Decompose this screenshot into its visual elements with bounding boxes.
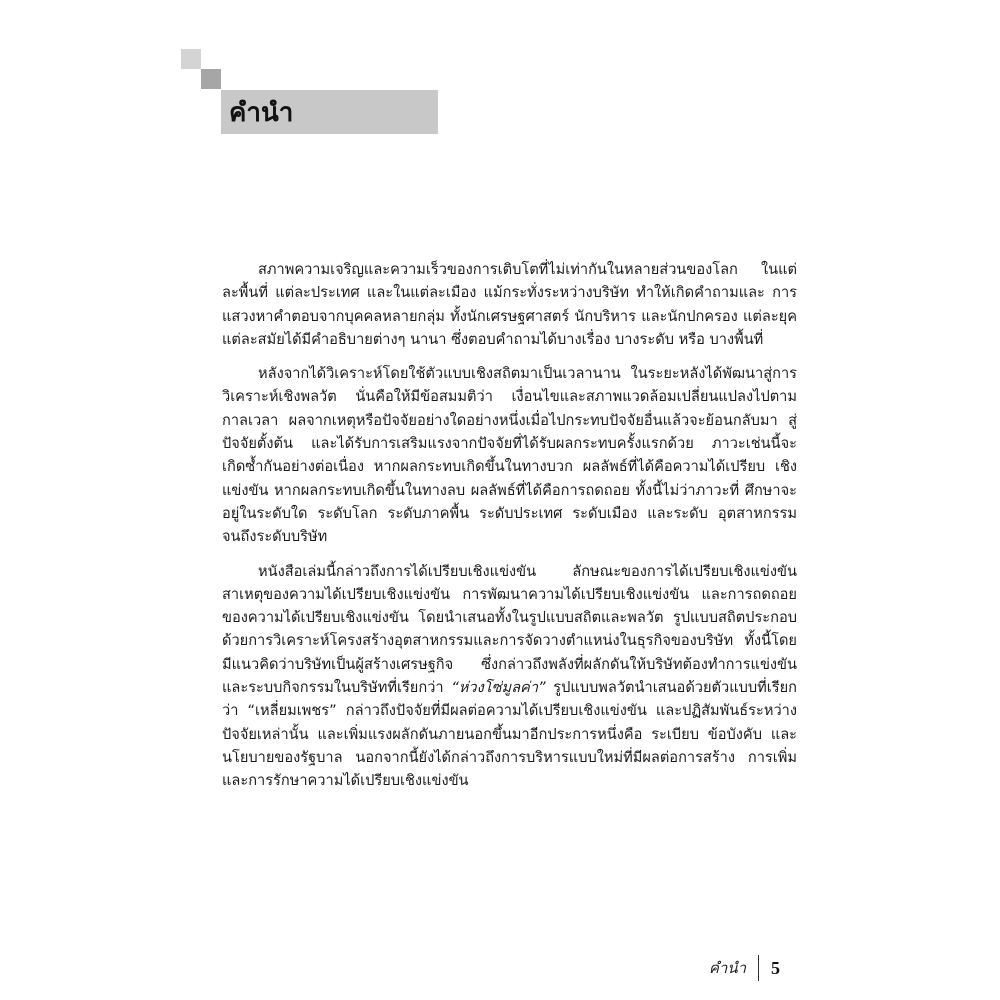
text-line: กาลเวลา ผลจากเหตุหรือปัจจัยอย่างใดอย่างหนึ่งเมื่อไปกระทบปัจจัยอื่นแล้วจะย้อนกลับมา <box>222 411 778 429</box>
decorative-square-light <box>181 49 201 69</box>
paragraph-3 <box>222 560 797 793</box>
text-line: อุตสาหกรรม จนถึงระดับบริษัท <box>222 504 797 546</box>
running-head: คำนำ <box>708 959 746 977</box>
text-line: สภาพความเจริญและความเร็วของการเติบโตที่ไม่เท่ากันในหลายส่วนของโลก ในแต่ <box>258 261 797 278</box>
text-line: มีแนวคิดว่าบริษัทเป็นผู้สร้างเศรษฐกิจ ซึ่งกล่าวถึงพลังที่ผลักดันให้บริษัทต้องทำการแข่งขัน <box>222 655 797 673</box>
text-line: รูปแบบพลวัตนำเสนอด้วยตัวแบบที่เรียก <box>545 679 797 697</box>
page-number: 5 <box>771 957 780 978</box>
text-line: เชิงแข่งขัน หากผลกระทบเกิดขึ้นในทางลบ ผลลัพธ์ที่ได้คือการถดถอย ทั้งนี้ไม่ว่าภาวะที่ <box>222 458 798 499</box>
body-text <box>222 258 797 804</box>
text-line: ละพื้นที่ แต่ละประเทศ และในแต่ละเมือง แม้กระทั่งระหว่างบริษัท ทำให้เกิดคำถามและ <box>222 284 765 302</box>
text-line: หนังสือเล่มนี้กล่าวถึงการได้เปรียบเชิงแข่งขัน ลักษณะของการได้เปรียบเชิงแข่งขัน <box>258 562 797 580</box>
text-line: ของความได้เปรียบเชิงแข่งขัน โดยนำเสนอทั้งในรูปแบบสถิตและพลวัต รูปแบบสถิตประกอบ <box>222 609 797 627</box>
text-line: สู่ปัจจัยตั้งต้น และได้รับการเสริมแรงจากปัจจัยที่ได้รับผลกระทบครั้งแรกด้วย ภาวะเช่นนี้จะ <box>222 411 797 453</box>
value-chain-term: “ห่วงโซ่มูลค่า” <box>451 679 546 697</box>
text-line: ว่า “เหลี่ยมเพชร” กล่าวถึงปัจจัยที่มีผลต่อความได้เปรียบเชิงแข่งขัน และปฏิสัมพันธ์ระหว่าง <box>222 702 797 720</box>
text-line: ปัจจัยเหล่านั้น และเพิ่มแรงผลักดันภายนอกขึ้นมาอีกประการหนึ่งคือ ระเบียบ ข้อบังคับ <box>222 725 762 743</box>
text-line: หลังจากได้วิเคราะห์โดยใช้ตัวแบบเชิงสถิตมาเป็นเวลานาน ในระยะหลังได้พัฒนาสู่การ <box>258 365 797 383</box>
text-line: การแสวงหาคำตอบจากบุคคลหลายกลุ่ม ทั้งนักเศรษฐศาสตร์ นักบริหาร และนักปกครอง <box>222 284 797 325</box>
page-footer <box>709 955 780 981</box>
text-line: บางพื้นที่ <box>709 330 764 348</box>
paragraph-2 <box>222 362 797 548</box>
text-line: และระบบกิจกรรมในบริษัทที่เรียกว่า <box>222 679 452 697</box>
text-line: การเพิ่ม และการรักษาความได้เปรียบเชิงแข่งขัน <box>222 748 797 790</box>
paragraph-1 <box>222 258 797 351</box>
text-line: วิเคราะห์เชิงพลวัต นั่นคือให้มีข้อสมมติว่า เงื่อนไขและสภาพแวดล้อมเปลี่ยนแปลงไปตาม <box>222 388 797 406</box>
text-line: เกิดซ้ำกันอย่างต่อเนื่อง หากผลกระทบเกิดขึ้นในทางบวก ผลลัพธ์ที่ได้คือความได้เปรียบ <box>222 458 766 476</box>
text-line: และนโยบายของรัฐบาล นอกจากนี้ยังได้กล่าวถึงการบริหารแบบใหม่ที่มีผลต่อการสร้าง <box>222 725 798 766</box>
text-line: ศึกษาจะอยู่ในระดับใด ระดับโลก ระดับภาคพื้น ระดับประเทศ ระดับเมือง และระดับ <box>222 481 797 522</box>
text-line: ด้วยการวิเคราะห์โครงสร้างอุตสาหกรรมและการจัดวางตำแหน่งในธุรกิจของบริษัท ทั้งนี้โดย <box>222 632 797 650</box>
text-line: สาเหตุของความได้เปรียบเชิงแข่งขัน การพัฒนาความได้เปรียบเชิงแข่งขัน และการถดถอย <box>222 585 797 603</box>
page-title: คำนำ <box>229 98 294 128</box>
text-line: แต่ละยุคแต่ละสมัยได้มีคำอธิบายต่างๆ นานา ซึ่งตอบคำถามได้บางเรื่อง บางระดับ หรือ <box>222 307 797 348</box>
decorative-square-dark <box>201 69 221 89</box>
